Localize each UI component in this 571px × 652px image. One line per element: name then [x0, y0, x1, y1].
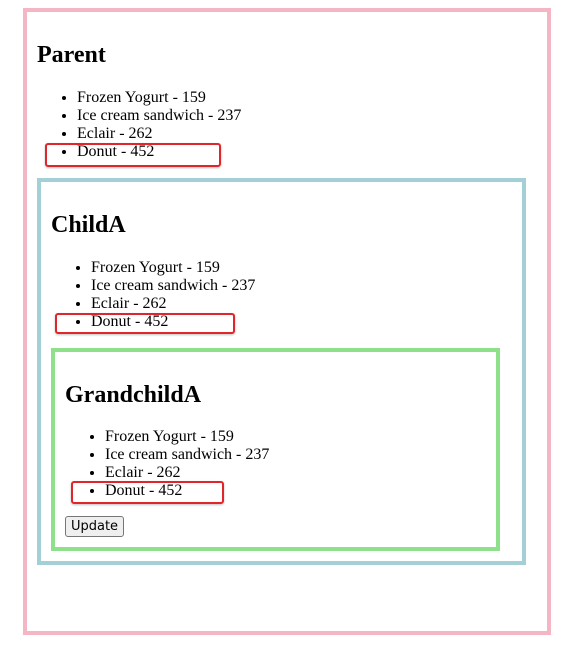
childa-title: ChildA — [51, 212, 126, 238]
list-item-donut: • Donut - 452 — [105, 482, 269, 500]
list-item: • Frozen Yogurt - 159 — [77, 89, 241, 107]
parent-title: Parent — [37, 42, 106, 68]
childa-list — [51, 259, 255, 331]
list-item: • Ice cream sandwich - 237 — [91, 277, 255, 295]
update-button[interactable]: Update — [65, 516, 124, 537]
parent-list — [37, 89, 241, 161]
list-item-donut: • Donut - 452 — [91, 313, 255, 331]
list-item: • Ice cream sandwich - 237 — [77, 107, 241, 125]
list-item: • Eclair - 262 — [91, 295, 255, 313]
list-item-donut: • Donut - 452 — [77, 143, 241, 161]
grandchilda-title: GrandchildA — [65, 382, 202, 408]
list-item: • Ice cream sandwich - 237 — [105, 446, 269, 464]
grandchilda-list — [65, 428, 269, 500]
list-item: • Eclair - 262 — [105, 464, 269, 482]
list-item: • Frozen Yogurt - 159 — [105, 428, 269, 446]
list-item: • Frozen Yogurt - 159 — [91, 259, 255, 277]
list-item: • Eclair - 262 — [77, 125, 241, 143]
